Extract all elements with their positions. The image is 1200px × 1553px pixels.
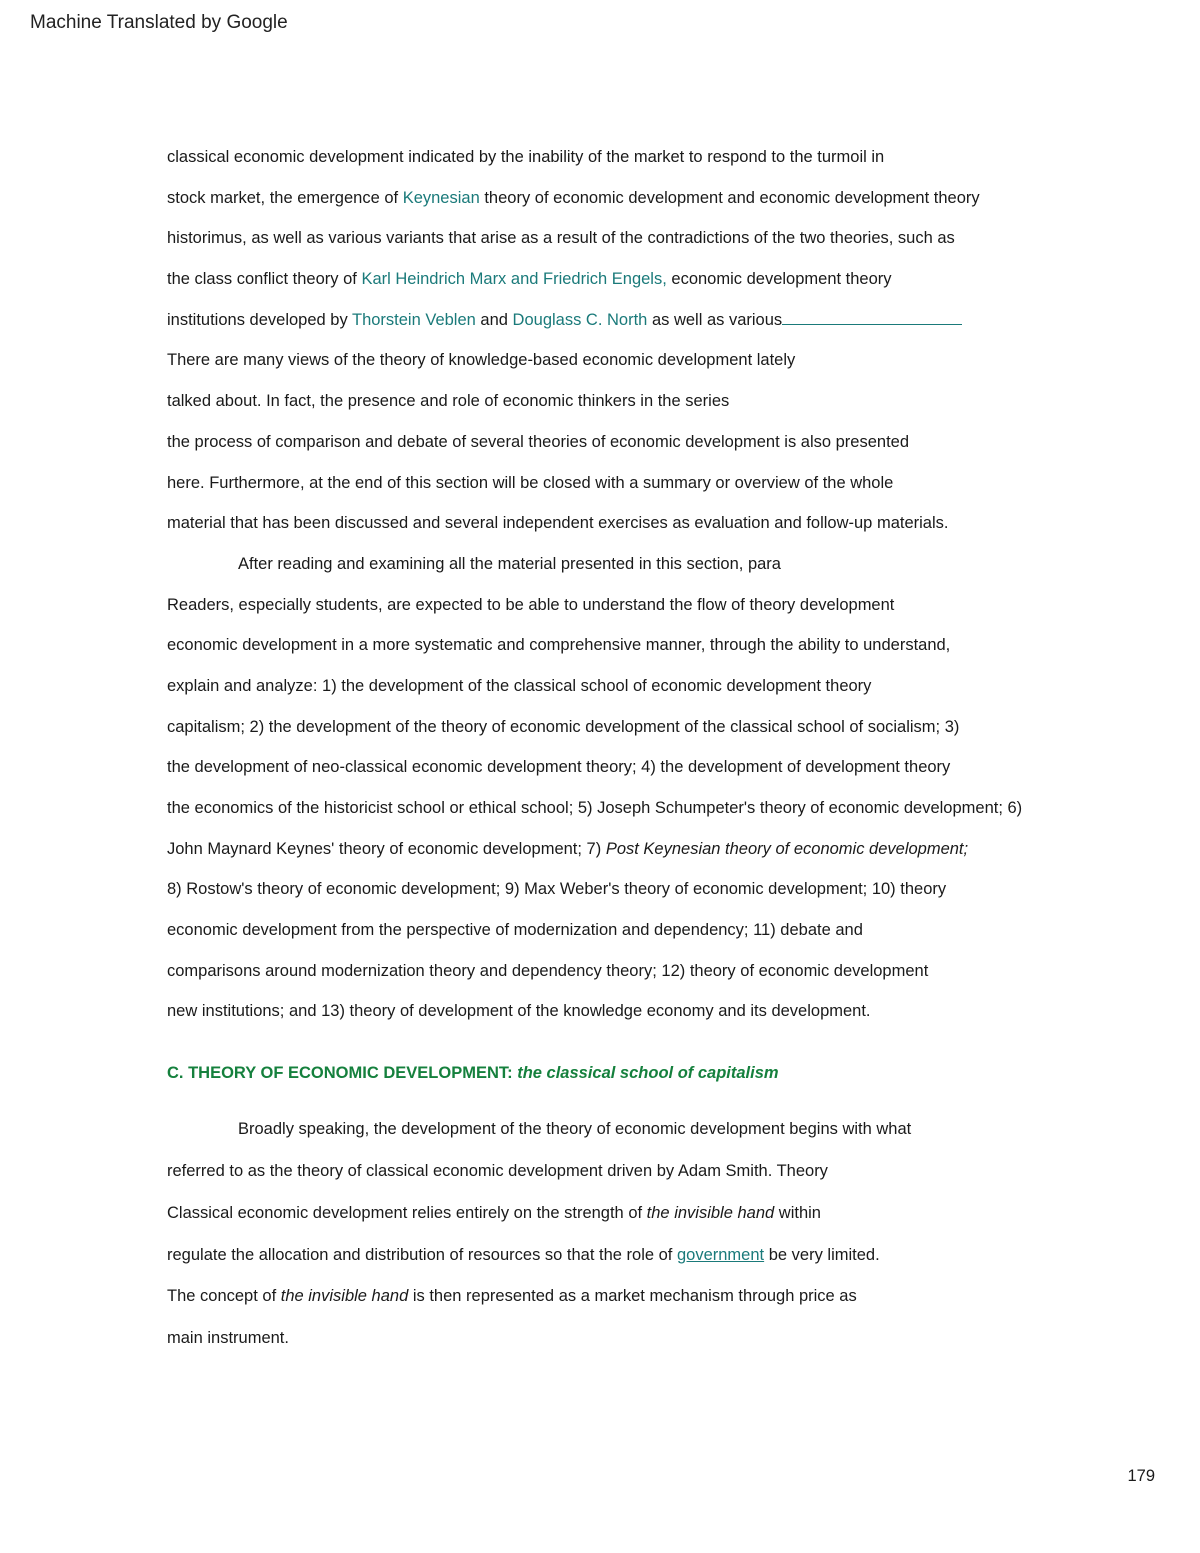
text-span: within — [774, 1203, 821, 1222]
italic-text: the invisible hand — [280, 1287, 409, 1306]
italic-text: Post Keynesian theory of economic development; — [605, 839, 969, 858]
text-line: here. Furthermore, at the end of this section will be closed with a summary or overview of the whole — [167, 473, 894, 492]
text-line: After reading and examining all the material presented in this section, para — [238, 554, 781, 573]
text-line: the economics of the historicist school or ethical school; 5) Joseph Schumpeter's theory of economic development; 6) — [167, 799, 1023, 817]
text-line: the development of neo-classical economic development theory; 4) the development of development theory — [167, 758, 951, 777]
text-line: There are many views of the theory of knowledge-based economic development lately — [167, 351, 796, 370]
text-line: material that has been discussed and several independent exercises as evaluation and follow-up materials. — [167, 514, 949, 533]
text-line: Broadly speaking, the development of the theory of economic development begins with what — [238, 1120, 912, 1139]
document-page — [167, 144, 1127, 1367]
marx-engels-link[interactable]: Karl Heindrich Marx and Friedrich Engels, — [361, 270, 667, 289]
text-line — [167, 266, 1127, 307]
text-line — [167, 307, 1127, 348]
text-span: the class conflict theory of — [167, 270, 362, 289]
machine-translation-banner: Machine Translated by Google — [30, 12, 288, 33]
text-line: talked about. In fact, the presence and role of economic thinkers in the series — [167, 392, 730, 411]
text-span: institutions developed by — [167, 310, 352, 329]
text-line: explain and analyze: 1) the development of the classical school of economic development theory — [167, 676, 872, 695]
north-link[interactable]: Douglass C. North — [512, 310, 648, 329]
text-span: as well as various — [647, 310, 783, 329]
text-line: new institutions; and 13) theory of development of the knowledge economy and its development. — [167, 1002, 871, 1021]
text-line — [167, 1283, 1127, 1325]
text-span: economic development theory — [666, 270, 892, 289]
text-span: theory of economic development and economic development theory — [479, 188, 980, 207]
text-line: capitalism; 2) the development of the theory of economic development of the classical school of socialism; 3) — [167, 717, 960, 736]
text-line — [167, 1200, 1127, 1242]
spacer — [167, 1039, 1127, 1060]
page-number: 179 — [1127, 1467, 1155, 1485]
paragraph-objectives — [167, 551, 1127, 1039]
text-span: Classical economic development relies entirely on the strength of — [167, 1203, 647, 1222]
text-line — [167, 1242, 1127, 1284]
text-line: referred to as the theory of classical economic development driven by Adam Smith. Theory — [167, 1161, 828, 1180]
text-span: John Maynard Keynes' theory of economic development; 7) — [167, 839, 606, 858]
text-span: be very limited. — [764, 1245, 880, 1264]
heading-subtitle: the classical school of capitalism — [517, 1064, 779, 1083]
text-span: The concept of — [167, 1287, 281, 1306]
italic-text: the invisible hand — [646, 1203, 775, 1222]
text-line: 8) Rostow's theory of economic development; 9) Max Weber's theory of economic development; 10) theory — [167, 880, 947, 899]
text-span: regulate the allocation and distribution of resources so that the role of — [167, 1245, 677, 1264]
text-line: economic development from the perspective of modernization and dependency; 11) debate and — [167, 921, 863, 940]
section-heading — [167, 1060, 1127, 1116]
text-line: Readers, especially students, are expected to be able to understand the flow of theory development — [167, 595, 895, 614]
text-line: classical economic development indicated by the inability of the market to respond to the turmoil in — [167, 148, 885, 166]
text-line: the process of comparison and debate of several theories of economic development is also presented — [167, 432, 910, 451]
text-line — [167, 185, 1127, 226]
veblen-link[interactable]: Thorstein Veblen — [352, 310, 476, 329]
text-line: main instrument. — [167, 1329, 289, 1348]
paragraph-intro — [167, 144, 1127, 551]
text-span: stock market, the emergence of — [167, 188, 403, 207]
text-span: and — [475, 310, 513, 329]
keynesian-link[interactable]: Keynesian — [402, 188, 480, 207]
text-line — [167, 836, 1127, 877]
paragraph-classical — [167, 1116, 1127, 1367]
text-line: historimus, as well as various variants that arise as a result of the contradictions of the two theories, such as — [167, 229, 955, 248]
underline-placeholder — [782, 310, 962, 325]
text-line: comparisons around modernization theory and dependency theory; 12) theory of economic development — [167, 961, 929, 980]
text-line: economic development in a more systematic and comprehensive manner, through the ability to understand, — [167, 636, 951, 655]
heading-main: C. THEORY OF ECONOMIC DEVELOPMENT: — [167, 1064, 518, 1083]
text-span: is then represented as a market mechanism through price as — [408, 1287, 857, 1306]
government-link[interactable]: government — [676, 1245, 765, 1264]
